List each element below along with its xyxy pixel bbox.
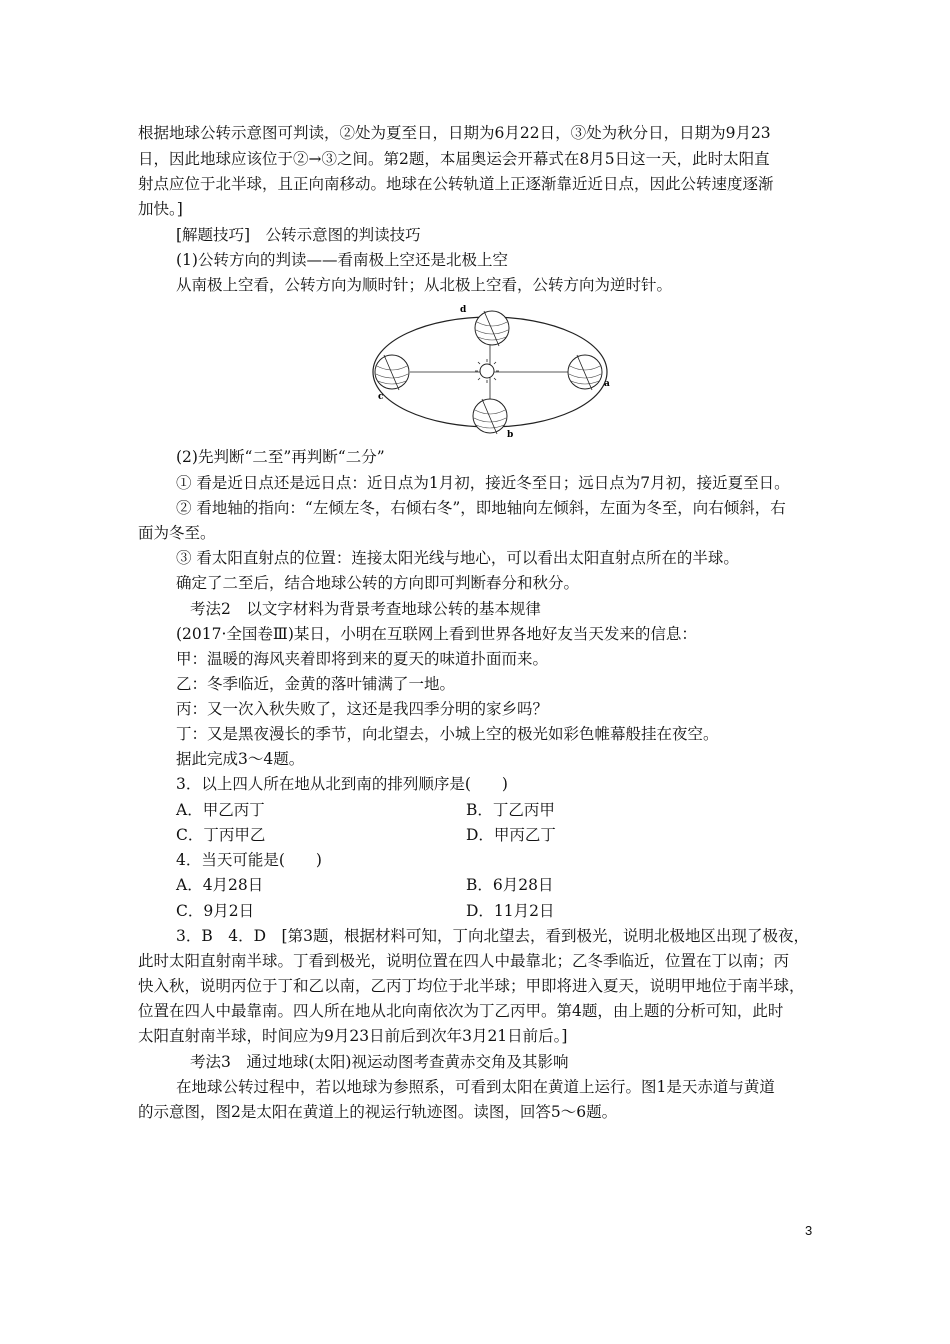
sun-icon [475, 359, 499, 383]
earth-b-icon [473, 399, 513, 440]
section-heading: 考法3 通过地球(太阳)视运动图考查黄赤交角及其影响 [190, 1053, 569, 1071]
text-line: (2017·全国卷Ⅲ)某日，小明在互联网上看到世界各地好友当天发来的信息： [176, 625, 697, 643]
text-line: 据此完成3～4题。 [176, 750, 305, 768]
label-a: a [604, 379, 610, 389]
option-4c: C．9月2日 [176, 902, 255, 920]
answer-line: 3．B 4．D [第3题，根据材料可知，丁向北望去，看到极光，说明北极地区出现了极夜， [176, 927, 809, 945]
option-4a: A．4月28日 [176, 876, 264, 894]
question-3: 3．以上四人所在地从北到南的排列顺序是( ) [176, 775, 508, 793]
option-3b: B．丁乙丙甲 [466, 801, 555, 819]
text-line: 丁：又是黑夜漫长的季节，向北望去，小城上空的极光如彩色帷幕般挂在夜空。 [176, 725, 719, 743]
text-line: (1)公转方向的判读——看南极上空还是北极上空 [176, 251, 508, 269]
option-3a: A．甲乙丙丁 [176, 801, 265, 819]
text-line: (2)先判断“二至”再判断“二分” [176, 448, 385, 466]
section-heading: [解题技巧] 公转示意图的判读技巧 [176, 226, 421, 244]
label-b: b [507, 430, 514, 440]
text-line: 在地球公转过程中，若以地球为参照系，可看到太阳在黄道上运行。图1是天赤道与黄道 [176, 1078, 775, 1096]
earth-c-icon [375, 355, 409, 402]
text-line: ③ 看太阳直射点的位置：连接太阳光线与地心，可以看出太阳直射点所在的半球。 [176, 549, 739, 567]
answer-line: 此时太阳直射南半球。丁看到极光，说明位置在四人中最靠北；乙冬季临近，位置在丁以南；丙 [138, 952, 790, 970]
answer-line: 位置在四人中最靠南。四人所在地从北向南依次为丁乙丙甲。第4题，由上题的分析可知，此时 [138, 1002, 784, 1020]
text-line: 日，因此地球应该位于②→③之间。第2题，本届奥运会开幕式在8月5日这一天，此时太阳直 [138, 150, 770, 168]
text-line: 根据地球公转示意图可判读，②处为夏至日，日期为6月22日，③处为秋分日，日期为9月23 [138, 124, 771, 142]
text-line: 射点应位于北半球，且正向南移动。地球在公转轨道上正逐渐靠近近日点，因此公转速度逐渐 [138, 175, 774, 193]
text-line: ① 看是近日点还是远日点：近日点为1月初，接近冬至日；远日点为7月初，接近夏至日。 [176, 474, 790, 492]
text-line: 的示意图，图2是太阳在黄道上的视运行轨迹图。读图，回答5～6题。 [138, 1103, 618, 1121]
option-4b: B．6月28日 [466, 876, 554, 894]
answer-line: 太阳直射南半球，时间应为9月23日前后到次年3月21日前后。] [138, 1027, 568, 1045]
orbit-diagram [360, 296, 620, 444]
answer-line: 快入秋，说明丙位于丁和乙以南，乙丙丁均位于北半球；甲即将进入夏天，说明甲地位于南半球， [138, 977, 805, 995]
label-c: c [378, 392, 384, 402]
option-4d: D．11月2日 [466, 902, 555, 920]
text-line: 面为冬至。 [138, 524, 216, 542]
option-3c: C．丁丙甲乙 [176, 826, 266, 844]
text-line: 甲：温暖的海风夹着即将到来的夏天的味道扑面而来。 [176, 650, 549, 668]
section-heading: 考法2 以文字材料为背景考查地球公转的基本规律 [190, 600, 541, 618]
text-line: 丙：又一次入秋失败了，这还是我四季分明的家乡吗？ [176, 700, 549, 718]
page-number: 3 [805, 1223, 813, 1238]
label-d: d [460, 305, 467, 315]
text-line: 确定了二至后，结合地球公转的方向即可判断春分和秋分。 [176, 574, 580, 592]
earth-d-icon [460, 305, 509, 346]
text-line: 从南极上空看，公转方向为顺时针；从北极上空看，公转方向为逆时针。 [176, 276, 673, 294]
text-line: 乙：冬季临近，金黄的落叶铺满了一地。 [176, 675, 456, 693]
option-3d: D．甲丙乙丁 [466, 826, 556, 844]
question-4: 4．当天可能是( ) [176, 851, 322, 869]
text-line: 加快。] [138, 200, 183, 218]
text-line: ② 看地轴的指向：“左倾左冬，右倾右冬”，即地轴向左倾斜，左面为冬至，向右倾斜，右 [176, 499, 786, 517]
